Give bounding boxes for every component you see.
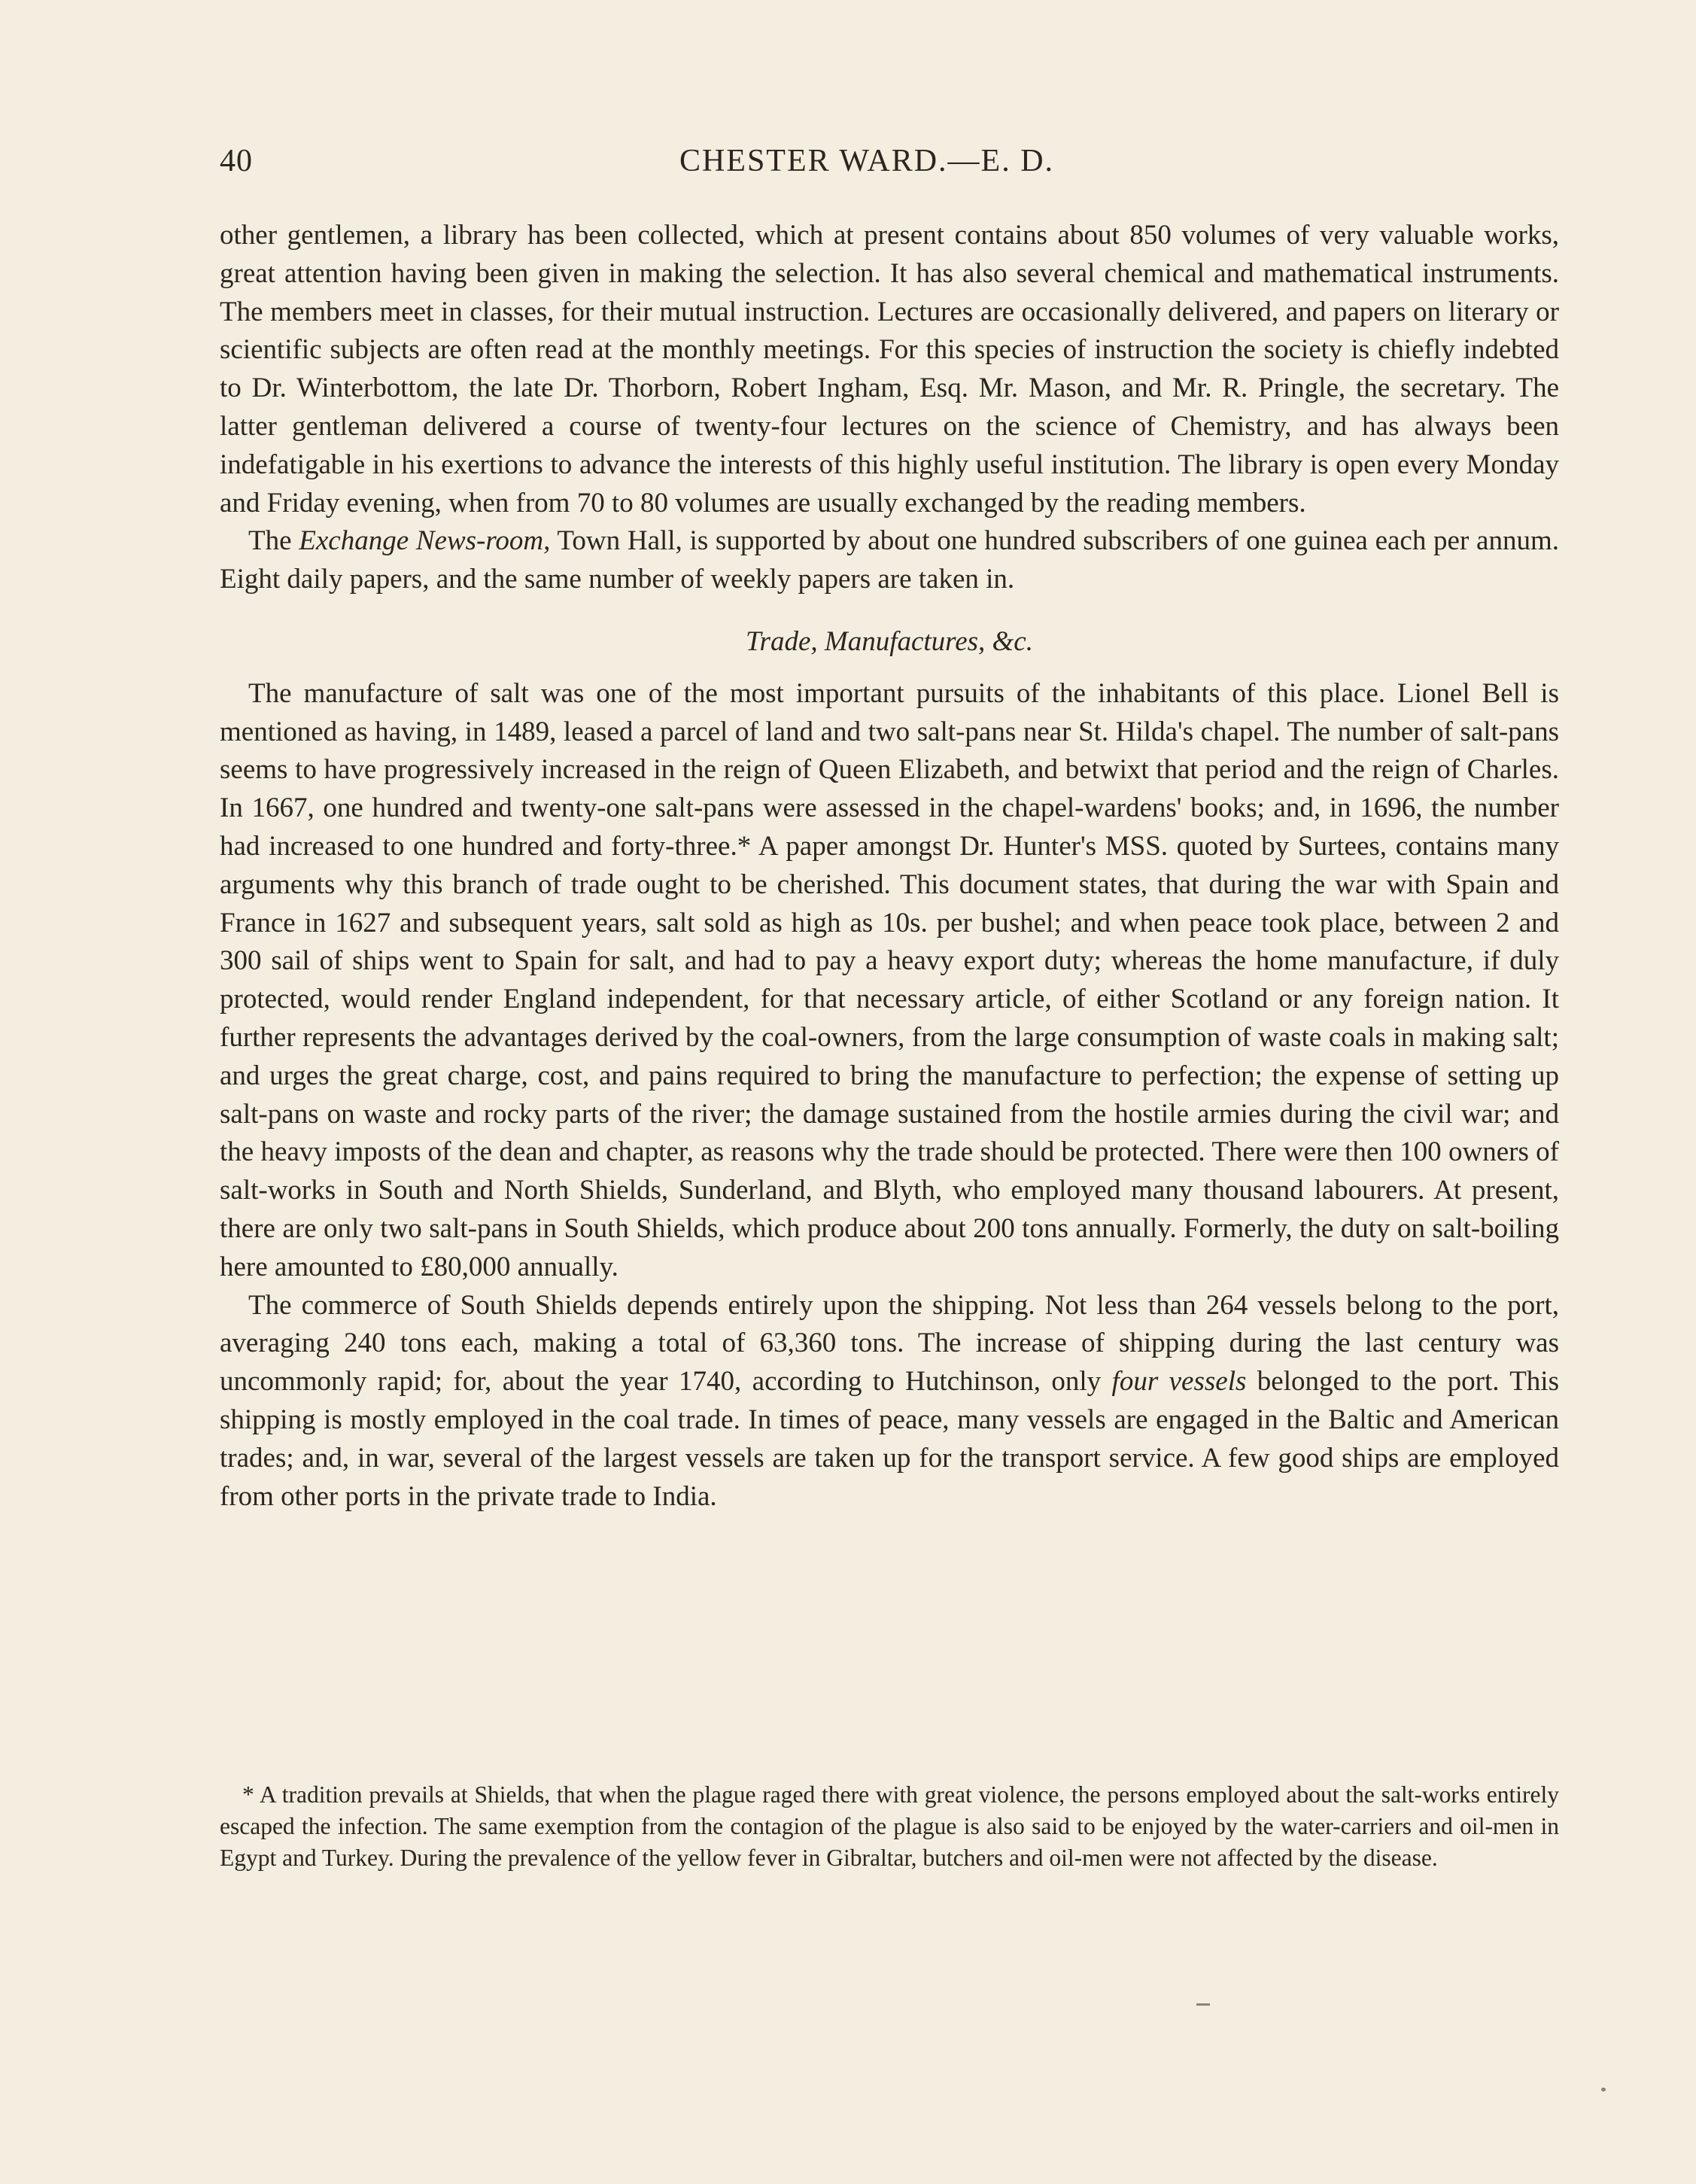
footnote [220,1779,1559,1874]
paragraph-text: belonged to the port. This shipping is mostly employed in the coal trade. In times of peace, many vessels are engaged in the Baltic and American trades; and, in war, several of the largest vessels are taken up for the transport service. A few good ships are employed from other ports in the private trade to India. [220,1366,1559,1512]
page-number: 40 [220,144,253,178]
paragraph-text: The commerce of South Shields depends entirely upon the shipping. Not less than 264 vessels belong to the port, averaging 240 tons each, making a total of 63,360 tons. The increase of shipping during the last century was uncommonly rapid; for, about the year 1740, according to Hutchinson, only [220,1289,1559,1398]
paragraph-exchange-news-room [220,522,1559,599]
main-text [220,217,1559,1516]
paragraph-shipping [220,1287,1559,1516]
paragraph-library: other gentlemen, a library has been collected, which at present contains about 850 volumes of very valuable works, great attention having been given in making the selection. It has also several chemical and mathematical instruments. The members meet in classes, for their mutual instruction. Lectures are occasionally delivered, and papers on literary or scientific subjects are often read at the monthly meetings. For this species of instruction the society is chiefly indebted to Dr. Winterbottom, the late Dr. Thorborn, Robert Ingham, Esq. Mr. Mason, and Mr. R. Pringle, the secretary. The latter gentleman delivered a course of twenty-four lectures on the science of Chemistry, and has always been indefatigable in his exertions to advance the interests of this highly useful institution. The library is open every Monday and Friday evening, when from 70 to 80 volumes are usually exchanged by the reading members. [220,220,1559,519]
running-title: CHESTER WARD.—E. D. [679,144,1055,178]
section-heading: Trade, Manufactures, &c. [746,625,1033,657]
page-blemish [1601,2088,1606,2091]
italic-text: Exchange News-room, [299,525,551,557]
paragraph-text: The [248,525,299,557]
footnote-text: * A tradition prevails at Shields, that when the plague raged there with great violence, the persons employed about the salt-works entirely escaped the infection. The same exemption from the contagion of the plague is also said to be enjoyed by the water-carriers and oil-men in Egypt and Turkey. During the prevalence of the yellow fever in Gibraltar, butchers and oil-men were not affected by the disease. [220,1781,1559,1871]
paragraph-salt-manufacture: The manufacture of salt was one of the most important pursuits of the inhabitants of this place. Lionel Bell is mentioned as having, in 1489, leased a parcel of land and two salt-pans near St. Hilda's chapel. The number of salt-pans seems to have progressively increased in the reign of Queen Elizabeth, and betwixt that period and the reign of Charles. In 1667, one hundred and twenty-one salt-pans were assessed in the chapel-wardens' books; and, in 1696, the number had increased to one hundred and forty-three.* A paper amongst Dr. Hunter's MSS. quoted by Surtees, contains many arguments why this branch of trade ought to be cherished. This document states, that during the war with Spain and France in 1627 and subsequent years, salt sold as high as 10s. per bushel; and when peace took place, between 2 and 300 sail of ships went to Spain for salt, and had to pay a heavy export duty; whereas the home manufacture, if duly protected, would render England independent, for that necessary article, of either Scotland or any foreign nation. It further represents the advantages derived by the coal-owners, from the large consumption of waste coals in making salt; and urges the great charge, cost, and pains required to bring the manufacture to perfection; the expense of setting up salt-pans on waste and rocky parts of the river; the damage sustained from the hostile armies during the civil war; and the heavy imposts of the dean and chapter, as reasons why the trade should be protected. There were then 100 owners of salt-works in South and North Shields, Sunderland, and Blyth, who employed many thousand labourers. At present, there are only two salt-pans in South Shields, which produce about 200 tons annually. Formerly, the duty on salt-boiling here amounted to £80,000 annually. [220,677,1559,1282]
page-blemish [1196,2003,1210,2006]
page-header [220,143,1559,188]
italic-text: four vessels [1111,1366,1247,1398]
paragraph-text: Town Hall, is supported by about one hundred subscribers of one guinea each per annum. Eight daily papers, and the same number of weekly papers are taken in. [220,525,1559,595]
